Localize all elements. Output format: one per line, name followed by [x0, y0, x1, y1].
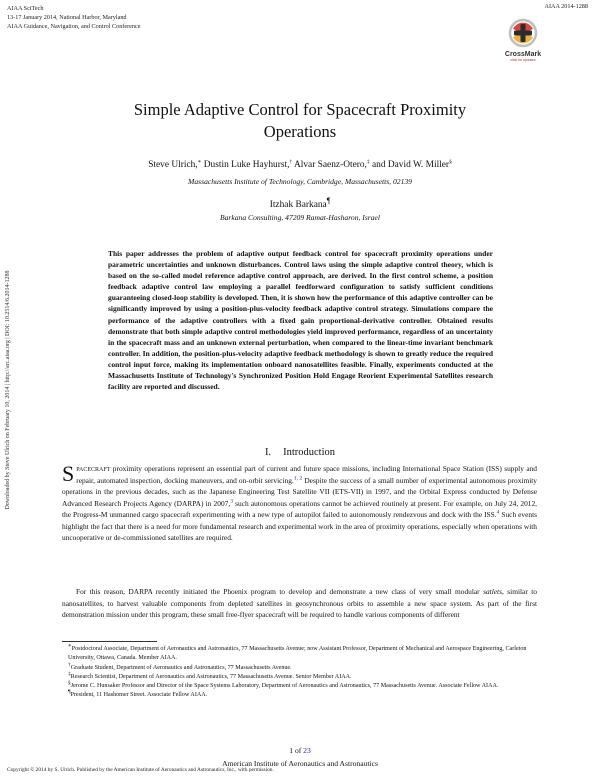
- author-list: [40, 160, 560, 170]
- footnote-mark: †: [289, 158, 293, 165]
- footnote-text: President, 11 Hashomer Street. Associate Fellow AIAA.: [70, 692, 208, 699]
- footnote: [62, 691, 540, 700]
- page-number: [0, 746, 600, 755]
- footnote-text: Research Scientist, Department of Aeronautics and Astronautics, 77 Massachusetts Avenue. Senior Member AIAA.: [70, 673, 352, 680]
- crossmark-badge[interactable]: [497, 18, 549, 66]
- footnote-mark: †: [68, 661, 71, 668]
- footnote-text: Postdoctoral Associate, Department of Aeronautics and Astronautics, 77 Massachusetts Avenue; now Assistant Professor, Department of Mechanical and Aerospace Engineering, Carleton University, Ottawa, Canada. Member AIAA.: [68, 646, 527, 662]
- footnote-mark: ∗: [68, 642, 72, 649]
- crossmark-label: CrossMark: [504, 51, 542, 58]
- abstract: This paper addresses the problem of adaptive output feedback control for spacecraft proximity operations under parametric uncertainties and unknown disturbances. Control laws using the simple adaptive control theory, which is based on the so-called model reference adaptive control approach, are derived. In the first control scheme, a position feedback adaptive control law employing a parallel feedforward configuration to satisfy sufficient conditions guaranteeing closed-loop stability is developed. Then, it is shown how the performance of this adaptive controller can be significantly improved by using a position-plus-velocity feedback adaptive control strategy. Simulations compare the performance of the adaptive controllers with a fixed gain proportional-derivative controller. Obtained results demonstrate that both simple adaptive control methodologies yield improved performance, regardless of an uncertainty in the spacecraft mass and an unknown external perturbation, when compared to the linear-time invariant benchmark controller. In addition, the position-plus-velocity adaptive feedback methodology is shown to greatly reduce the required control input force, making its implementation onboard nanosatellites feasible. Finally, experiments conducted at the Massachusetts Institute of Technology's Synchronized Position Hold Engage Reorient Experimental Satellites research facility are reported and discussed.: [108, 249, 493, 392]
- title-line-2: Operations: [263, 122, 337, 141]
- conference-line: 13-17 January 2014, National Harbor, Maryland: [7, 14, 127, 21]
- footnote: [62, 661, 540, 673]
- footnote-text: Jerome C. Hunsaker Professor and Director of the Space Systems Laboratory, Department of Aeronautics and Astronautics, 77 Massachusetts Avenue. Associate Fellow AIAA.: [70, 683, 499, 690]
- footnote-mark: ‡: [366, 158, 370, 165]
- footnote: [62, 682, 540, 691]
- footnote-divider: [62, 641, 157, 642]
- section-number: I.: [264, 447, 272, 458]
- author-ulrich: Steve Ulrich,: [148, 160, 198, 170]
- small-caps-word: pacecraft: [76, 464, 111, 473]
- paragraph-text: For this reason, DARPA recently initiated the Phoenix program to develop and demonstrate a new class of very small modular: [76, 587, 484, 596]
- footnote-mark: ¶: [326, 196, 331, 205]
- conference-info: [7, 4, 141, 31]
- italic-term: satlets: [483, 587, 502, 596]
- footnotes: [62, 642, 540, 701]
- intro-paragraph-2: [62, 586, 537, 621]
- section-heading: [0, 447, 600, 458]
- footnote-mark: ¶: [68, 689, 71, 696]
- title-line-1: Simple Adaptive Control for Spacecraft Proximity: [133, 100, 467, 119]
- paragraph-text: such autonomous operations cannot be achieved routinely at present. For example, on July 24, 2012, the Progress-M unmanned cargo spacecraft experimenting with a new type of autopilot failed to autonomously rendezvous and dock with the ISS.: [62, 498, 538, 519]
- crossmark-sublabel: click for updates: [510, 58, 536, 62]
- author-saenz-otero: Alvar Saenz-Otero,: [292, 160, 367, 170]
- drop-cap: S: [62, 461, 75, 486]
- footnote: [62, 670, 540, 682]
- author-barkana: Itzhak Barkana: [269, 200, 327, 211]
- paper-title: [40, 99, 560, 143]
- crossmark-icon: [508, 18, 538, 48]
- footnote-mark: §: [449, 158, 452, 165]
- footnote-mark: ∗: [197, 158, 202, 165]
- copyright-notice: Copyright © 2014 by S. Ulrich. Published by the American Institute of Aeronautics and Astronautics, Inc., with permission.: [7, 767, 274, 773]
- footnote-text: Graduate Student, Department of Aeronautics and Astronautics, 77 Massachusetts Avenue.: [70, 664, 292, 671]
- page-total-link[interactable]: 23: [303, 746, 311, 755]
- download-notice: Downloaded by Steve Ulrich on February 10, 2014 | http://arc.aiaa.org | DOI: 10.2514/6.2014-1288: [5, 270, 11, 510]
- paragraph-text: proximity operations represent an essential part of current and future space missions, including International Space Station (ISS) supply and repair, automated inspection, docking maneuvers, and on-orbit servicing.: [76, 464, 537, 485]
- paper-id: AIAA 2014-1288: [544, 3, 588, 10]
- author-miller: and David W. Miller: [369, 160, 450, 170]
- page-current: 1: [289, 746, 294, 755]
- author-barkana-line: [40, 196, 560, 210]
- footnote-mark: §: [68, 680, 71, 687]
- citation-link[interactable]: 3: [230, 498, 233, 505]
- citation-link[interactable]: 1, 2: [293, 475, 303, 482]
- author-hayhurst: Dustin Luke Hayhurst,: [201, 160, 290, 170]
- paragraph-text: , similar to nanosatellites, to harvest valuable components from depleted satellites in geosynchronous orbits to assemble a new space system. As part of the first demonstration mission under this program, these small free-flyer spacecraft will be required to handle various components of different: [62, 587, 537, 619]
- citation-link[interactable]: 4: [496, 509, 500, 516]
- paragraph-text: Such events highlight the fact that there is a need for more fundamental research and experimental work in the area of proximity operations, especially when operations with uncooperative or de-commissioned satellites are required.: [62, 510, 538, 542]
- conference-line: AIAA SciTech: [7, 5, 44, 12]
- intro-paragraph-1: [62, 463, 537, 544]
- paragraph-text: Despite the success of a small number of experimental autonomous proximity operations in the previous decades, such as the Japanese Engineering Test Satellite VII (ETS-VII) in 1997, and the Orbital Express conducted by Defense Advanced Research Projects Agency (DARPA) in 2007,: [62, 475, 537, 508]
- conference-line: AIAA Guidance, Navigation, and Control Conference: [7, 23, 141, 30]
- institute-name: American Institute of Aeronautics and Astronautics: [222, 759, 378, 768]
- affiliation-barkana: Barkana Consulting, 47209 Ramat-Hasharon, Israel: [219, 213, 381, 222]
- affiliation-mit: Massachusetts Institute of Technology, Cambridge, Massachusetts, 02139: [188, 177, 412, 186]
- section-title: Introduction: [283, 447, 336, 458]
- footnote: [62, 642, 540, 664]
- footnote-mark: ‡: [68, 670, 71, 677]
- page-of: of: [294, 746, 302, 755]
